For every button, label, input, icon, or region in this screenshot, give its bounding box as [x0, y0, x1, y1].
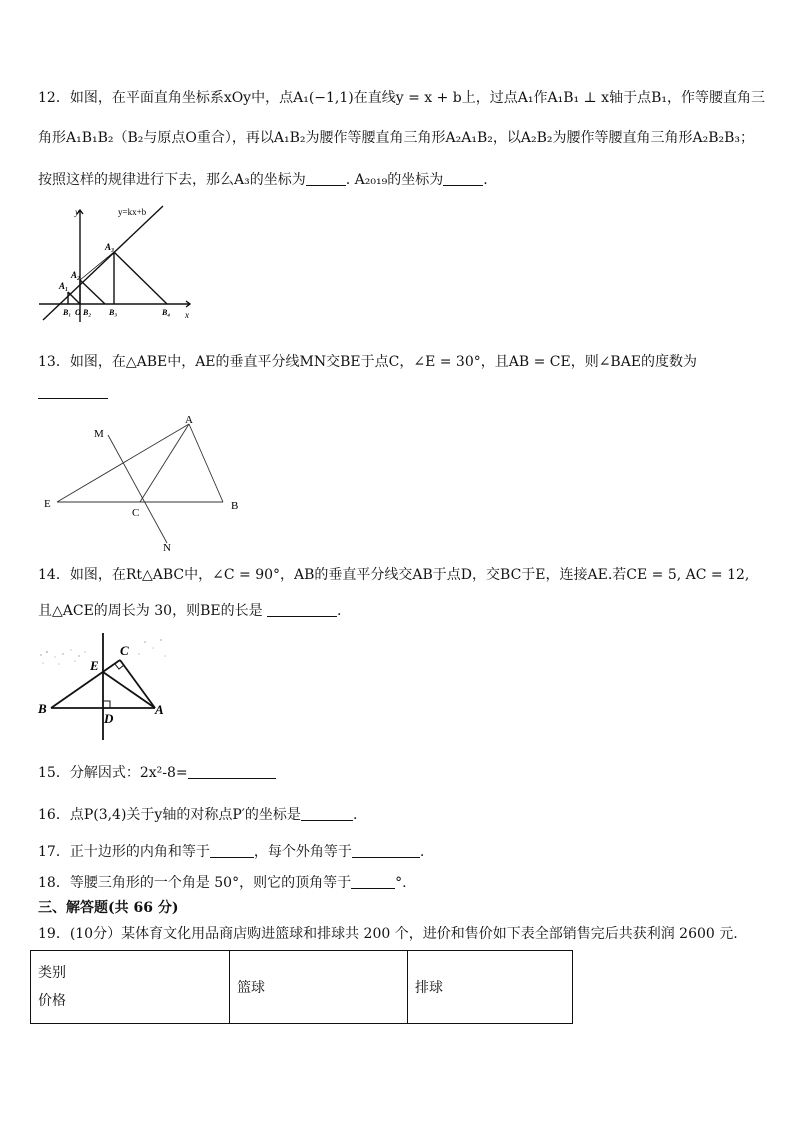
q14-fig-c: C	[120, 643, 129, 658]
q14-fig-e: E	[90, 658, 99, 673]
q13-fig-b: B	[231, 500, 239, 512]
answer-blank-factor[interactable]	[188, 764, 276, 779]
q17-text-b: ，每个外角等于	[253, 844, 352, 860]
q12-fig-y-label: y	[75, 207, 79, 217]
q16-text-b: .	[352, 807, 358, 823]
q18-text-b: °.	[395, 875, 407, 891]
q14-line2-b: .	[337, 603, 342, 619]
q12-fig-b4: B₄	[162, 308, 171, 317]
q12-fig-line-label: y=kx+b	[118, 207, 147, 217]
q18	[38, 873, 407, 893]
q12-figure	[35, 200, 200, 325]
q12-fig-o: O	[75, 308, 81, 317]
q12-line2: 角形A₁B₁B₂（B₂与原点O重合），再以A₁B₂为腰作等腰直角三角形A₂A₁B₂，以A₂B₂为腰作等腰直角三角形A₂B₂B₃；	[38, 130, 755, 146]
q15	[38, 763, 276, 783]
table-row	[31, 951, 573, 1024]
answer-blank-p-prime[interactable]	[301, 806, 353, 821]
q17	[38, 842, 424, 862]
q16	[38, 805, 357, 825]
q13-line1: 13．如图，在△ABE中，AE的垂直平分线MN交BE于点C，∠E = 30°，且AB = CE，则∠BAE的度数为	[38, 354, 698, 370]
table-header-cell	[31, 951, 230, 1024]
q17-text-c: .	[419, 844, 425, 860]
q14-line1: 14．如图，在Rt△ABC中，∠C = 90°，AB的垂直平分线交AB于点D，交BC于E，连接AE.若CE = 5, AC = 12,	[38, 567, 750, 583]
q14-line2	[38, 601, 342, 621]
answer-blank-be[interactable]	[267, 602, 337, 617]
q13-fig-n: N	[163, 542, 171, 554]
q13-figure	[40, 410, 250, 555]
q14-fig-a: A	[155, 702, 164, 717]
col-volleyball: 排球	[408, 951, 573, 1024]
answer-blank-a3[interactable]	[306, 171, 346, 186]
q18-text-a: 18．等腰三角形的一个角是 50°，则它的顶角等于	[38, 875, 352, 891]
answer-blank-interior-sum[interactable]	[210, 843, 254, 858]
q12-line3-b: . A₂₀₁₉的坐标为	[345, 172, 444, 188]
answer-blank-a2019[interactable]	[443, 171, 483, 186]
q14-fig-b: B	[38, 701, 47, 716]
q12-line3	[38, 170, 488, 190]
q12-fig-x-label: x	[185, 310, 189, 320]
q13-blank-row	[38, 383, 108, 403]
q12-fig-b1: B₁	[63, 308, 72, 317]
q19-text: 19．(10分）某体育文化用品商店购进篮球和排球共 200 个，进价和售价如下表全部销售完后共获利润 2600 元.	[38, 926, 738, 942]
q12-fig-a3: A₃	[105, 242, 115, 252]
q14-figure	[35, 630, 175, 745]
q12-line1: 12．如图，在平面直角坐标系xOy中，点A₁(−1,1)在直线y = x + b上，过点A₁作A₁B₁ ⊥ x轴于点B₁，作等腰直角三	[38, 90, 765, 106]
q14-line2-a: 且△ACE的周长为 30，则BE的长是	[38, 603, 263, 619]
q13-fig-m: M	[94, 428, 104, 440]
q12-fig-b3: B₃	[109, 308, 118, 317]
q12-line3-c: .	[483, 172, 488, 188]
col-basketball: 篮球	[230, 951, 408, 1024]
q17-text-a: 17．正十边形的内角和等于	[38, 844, 210, 860]
q12-fig-b2: B₂	[83, 308, 92, 317]
q12-fig-a2: A₂	[71, 270, 81, 280]
answer-blank-bae[interactable]	[38, 384, 108, 399]
q13-fig-c: C	[132, 507, 140, 519]
answer-blank-apex-angle[interactable]	[351, 874, 395, 889]
q19-price-table	[30, 950, 573, 1024]
q13-fig-a: A	[185, 414, 193, 426]
answer-blank-exterior-angle[interactable]	[352, 843, 420, 858]
q13-fig-e: E	[44, 498, 51, 510]
section-title: 三、解答题(共 66 分)	[38, 900, 179, 916]
header-price: 价格	[38, 993, 66, 1009]
q12-line3-a: 按照这样的规律进行下去，那么A₃的坐标为	[38, 172, 306, 188]
q14-fig-d: D	[104, 711, 114, 726]
q12-fig-a1: A₁	[59, 281, 69, 291]
header-category: 类别	[38, 965, 66, 981]
q15-text: 15．分解因式：2x²-8=	[38, 765, 188, 781]
q16-text-a: 16．点P(3,4)关于y轴的对称点P′的坐标是	[38, 807, 301, 823]
